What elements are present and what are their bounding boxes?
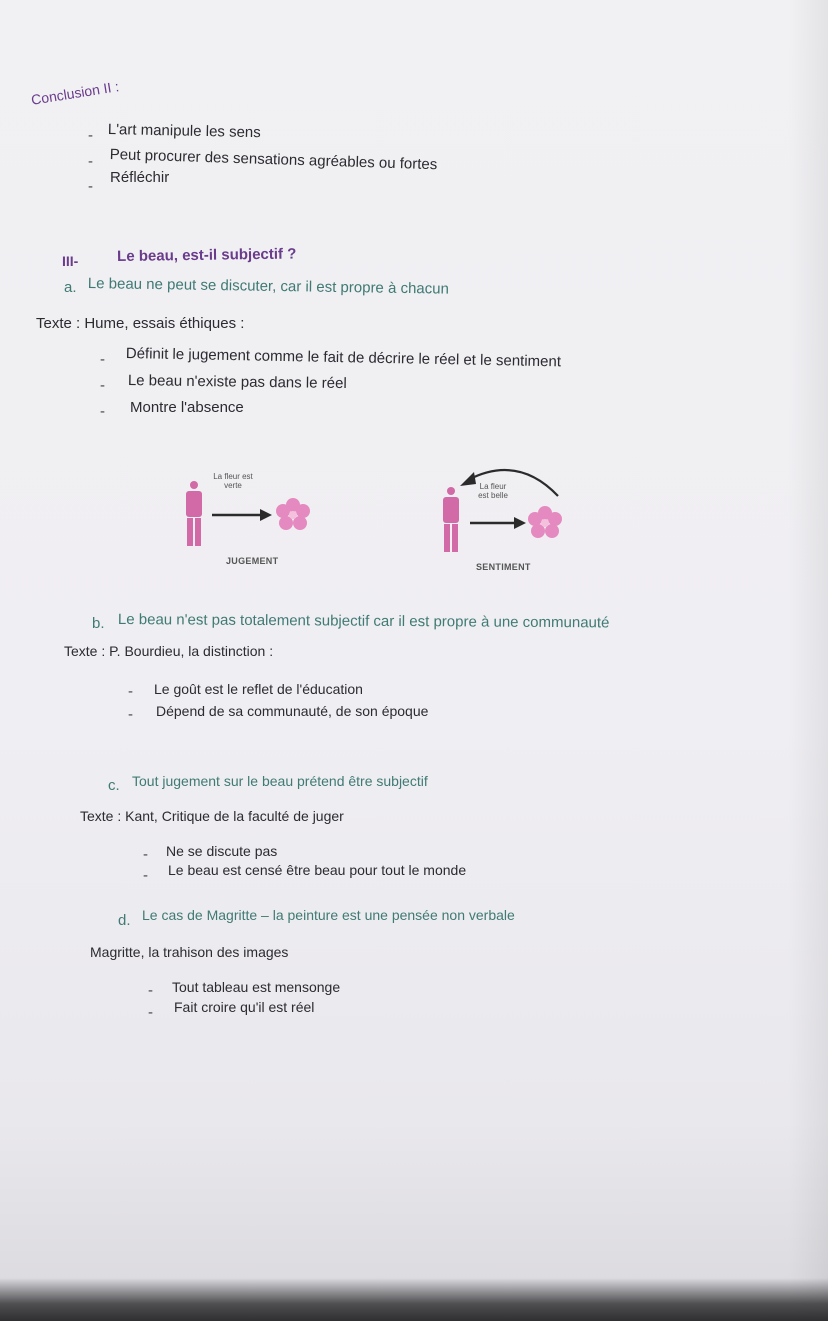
bullet-dash: - — [88, 178, 93, 195]
conclusion-heading: Conclusion II : — [30, 78, 121, 108]
subsection-b-label: b. — [92, 615, 105, 632]
conclusion-item-2: Peut procurer des sensations agréables ou fortes — [109, 146, 438, 174]
arrow-right-icon — [212, 508, 272, 522]
bullet-dash: - — [148, 1004, 153, 1021]
kant-item-1: Ne se discute pas — [166, 843, 278, 859]
kant-item-2: Le beau est censé être beau pour tout le monde — [168, 862, 467, 878]
text-kant: Texte : Kant, Critique de la faculté de juger — [80, 808, 344, 824]
bullet-dash: - — [88, 127, 93, 144]
section-title: Le beau, est-il subjectif ? — [117, 245, 297, 265]
flower-icon — [276, 498, 310, 532]
bourdieu-item-1: Le goût est le reflet de l'éducation — [154, 681, 363, 697]
jugement-caption: JUGEMENT — [226, 556, 279, 566]
sentiment-label: La fleur est belle — [478, 482, 508, 500]
subsection-b-title: Le beau n'est pas totalement subjectif car il est propre à une communauté — [117, 611, 610, 632]
bullet-dash: - — [148, 982, 153, 999]
conclusion-item-1: L'art manipule les sens — [107, 121, 261, 142]
bullet-dash: - — [128, 706, 133, 723]
bullet-dash: - — [128, 683, 133, 700]
sentiment-caption: SENTIMENT — [476, 562, 531, 572]
flower-icon — [528, 506, 562, 540]
text-hume: Texte : Hume, essais éthiques : — [36, 315, 245, 332]
subsection-d-label: d. — [118, 912, 131, 929]
paper-shading — [788, 0, 828, 1321]
person-icon — [183, 480, 205, 550]
bourdieu-item-2: Dépend de sa communauté, de son époque — [156, 703, 429, 719]
subsection-c-label: c. — [108, 777, 120, 794]
bullet-dash: - — [88, 153, 93, 170]
arrow-right-icon — [470, 516, 526, 530]
bullet-dash: - — [100, 403, 105, 420]
sentiment-diagram — [436, 460, 576, 578]
hume-item-1: Définit le jugement comme le fait de décrire le réel et le sentiment — [125, 345, 562, 371]
bullet-dash: - — [100, 377, 105, 394]
subsection-a-title: Le beau ne peut se discuter, car il est propre à chacun — [87, 275, 450, 298]
magritte-item-1: Tout tableau est mensonge — [172, 979, 341, 995]
subsection-d-title: Le cas de Magritte – la peinture est une pensée non verbale — [142, 907, 515, 923]
text-magritte: Magritte, la trahison des images — [90, 944, 289, 960]
desk-background — [0, 1278, 828, 1321]
person-icon — [440, 486, 462, 556]
bullet-dash: - — [100, 351, 105, 368]
hume-item-2: Le beau n'existe pas dans le réel — [127, 372, 347, 393]
section-number: III- — [62, 253, 79, 269]
subsection-a-label: a. — [64, 279, 77, 296]
text-bourdieu: Texte : P. Bourdieu, la distinction : — [64, 643, 274, 659]
bullet-dash: - — [143, 867, 148, 884]
bullet-dash: - — [143, 846, 148, 863]
hume-item-3: Montre l'absence — [130, 399, 244, 416]
jugement-label: La fleur est verte — [213, 472, 253, 490]
magritte-item-2: Fait croire qu'il est réel — [174, 999, 315, 1015]
curved-arrow-icon — [448, 460, 568, 500]
conclusion-item-3: Réfléchir — [110, 169, 170, 186]
subsection-c-title: Tout jugement sur le beau prétend être subjectif — [132, 773, 428, 789]
jugement-diagram — [178, 470, 328, 570]
